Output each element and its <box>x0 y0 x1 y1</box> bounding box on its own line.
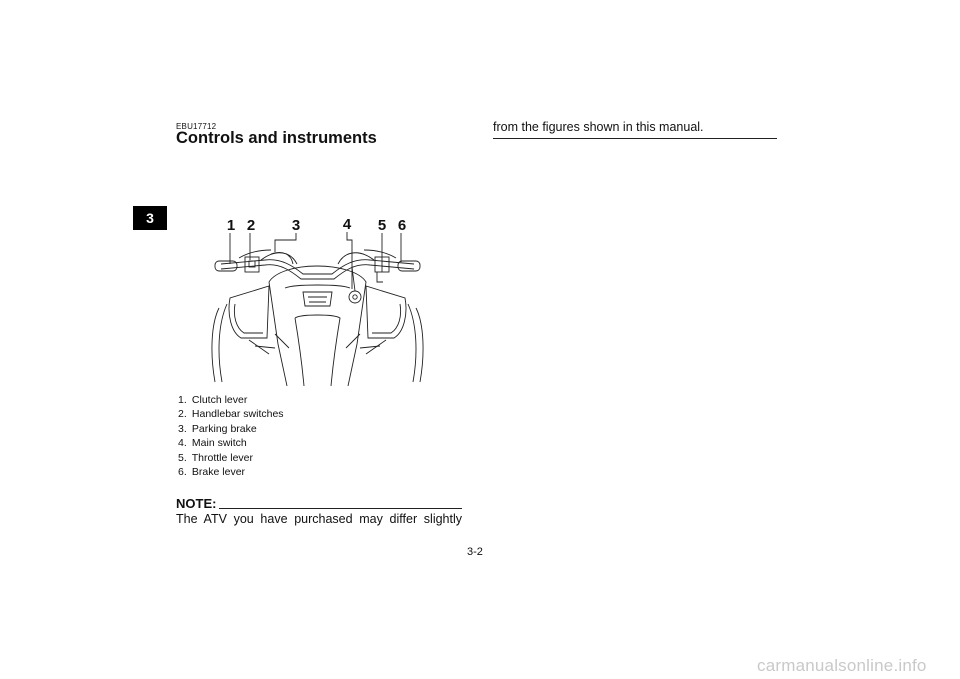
legend-item: 3. Parking brake <box>178 422 257 435</box>
note-text: The ATV you have purchased may differ slightly <box>176 512 462 526</box>
right-front-tire <box>416 308 423 382</box>
section-title: Controls and instruments <box>176 129 377 147</box>
callout-4: 4 <box>342 216 352 233</box>
note-label: NOTE: <box>176 496 217 511</box>
legend-item: 2. Handlebar switches <box>178 408 284 421</box>
front-body <box>269 266 366 386</box>
note-heading <box>176 495 462 511</box>
legend-item: 5. Throttle lever <box>178 451 254 464</box>
throttle-lever <box>377 272 383 282</box>
legend-item: 4. Main switch <box>178 437 247 450</box>
atv-controls-figure <box>205 214 430 386</box>
figure-legend <box>178 393 284 479</box>
watermark: carmanualsonline.info <box>757 656 927 675</box>
page-number: 3-2 <box>467 546 483 558</box>
note-rule <box>219 508 462 509</box>
right-fender <box>366 286 406 338</box>
note-text-continued: from the figures shown in this manual. <box>493 120 777 139</box>
section-code: EBU17712 <box>176 122 217 131</box>
left-fender <box>229 286 269 338</box>
left-front-tire <box>212 308 219 382</box>
chapter-tab: 3 <box>133 206 167 230</box>
callout-3: 3 <box>291 217 301 234</box>
handlebar-switch-housing <box>245 257 259 272</box>
callout-6: 6 <box>397 217 407 234</box>
callout-2: 2 <box>246 217 256 234</box>
legend-item: 1. Clutch lever <box>178 394 248 406</box>
legend-item: 6. Brake lever <box>178 466 246 479</box>
atv-handlebar-illustration <box>205 214 430 386</box>
parking-brake-cable <box>261 252 297 264</box>
callout-5: 5 <box>377 217 387 234</box>
main-switch <box>349 291 361 303</box>
callout-1: 1 <box>226 217 236 234</box>
